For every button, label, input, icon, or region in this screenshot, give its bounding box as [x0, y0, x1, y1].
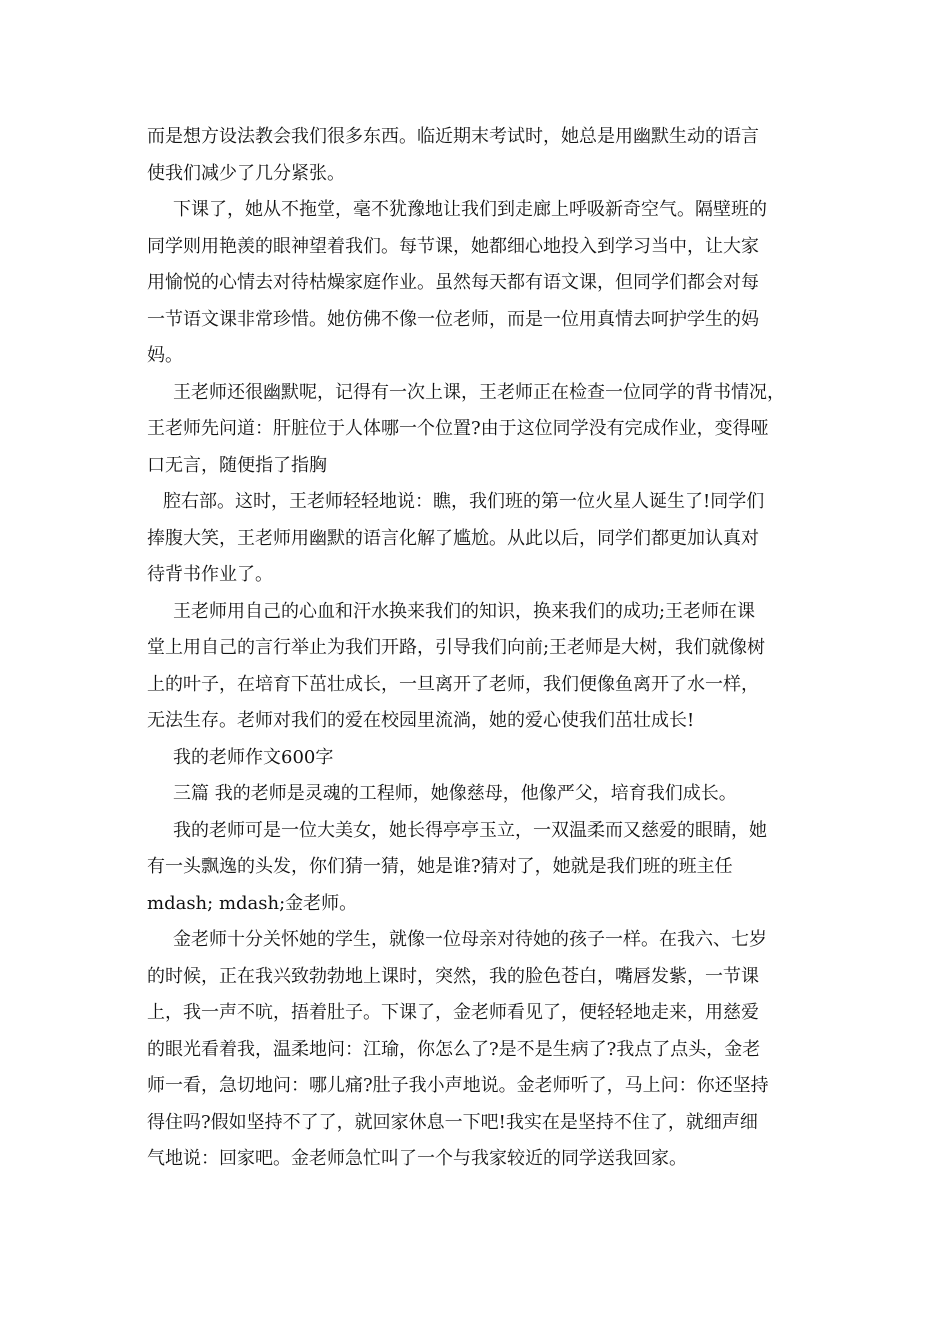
- text-line: 上的叶子，在培育下茁壮成长，一旦离开了老师，我们便像鱼离开了水一样，: [147, 674, 759, 695]
- text-line: 用愉悦的心情去对待枯燥家庭作业。虽然每天都有语文课，但同学们都会对每: [147, 272, 759, 293]
- text-line: 气地说：回家吧。金老师急忙叫了一个与我家较近的同学送我回家。: [147, 1148, 687, 1169]
- text-line: 的时候，正在我兴致勃勃地上课时，突然，我的脸色苍白，嘴唇发紫，一节课: [147, 966, 759, 987]
- text-line: mdash; mdash;金老师。: [147, 893, 358, 914]
- text-line: 同学则用艳羡的眼神望着我们。每节课，她都细心地投入到学习当中，让大家: [147, 236, 759, 257]
- text-line: 妈。: [147, 345, 183, 366]
- text-line: 使我们减少了几分紧张。: [147, 163, 345, 184]
- text-line: 金老师十分关怀她的学生，就像一位母亲对待她的孩子一样。在我六、七岁: [173, 929, 767, 950]
- text-line: 王老师用自己的心血和汗水换来我们的知识，换来我们的成功;王老师在课: [173, 601, 756, 622]
- text-line: 而是想方设法教会我们很多东西。临近期末考试时，她总是用幽默生动的语言: [147, 126, 759, 147]
- text-line: 口无言，随便指了指胸: [147, 455, 327, 476]
- text-line: 下课了，她从不拖堂，毫不犹豫地让我们到走廊上呼吸新奇空气。隔壁班的: [173, 199, 767, 220]
- text-line: 堂上用自己的言行举止为我们开路，引导我们向前;王老师是大树，我们就像树: [147, 637, 766, 658]
- text-line: 有一头飘逸的头发，你们猜一猜，她是谁?猜对了，她就是我们班的班主任: [147, 856, 733, 877]
- text-line: 王老师还很幽默呢，记得有一次上课，王老师正在检查一位同学的背书情况，: [173, 382, 785, 403]
- text-line: 待背书作业了。: [147, 564, 273, 585]
- text-line: 无法生存。老师对我们的爱在校园里流淌，她的爱心使我们茁壮成长!: [147, 710, 695, 731]
- text-line: 得住吗?假如坚持不了了，就回家休息一下吧!我实在是坚持不住了，就细声细: [147, 1112, 758, 1133]
- text-line: 一节语文课非常珍惜。她仿佛不像一位老师，而是一位用真情去呵护学生的妈: [147, 309, 759, 330]
- text-line: 三篇 我的老师是灵魂的工程师，她像慈母，他像严父，培育我们成长。: [173, 783, 737, 804]
- section-heading: 我的老师作文600字: [173, 747, 334, 768]
- text-line: 我的老师可是一位大美女，她长得亭亭玉立，一双温柔而又慈爱的眼睛，她: [173, 820, 767, 841]
- text-line: 王老师先问道：肝脏位于人体哪一个位置?由于这位同学没有完成作业，变得哑: [147, 418, 769, 439]
- text-line: 捧腹大笑，王老师用幽默的语言化解了尴尬。从此以后，同学们都更加认真对: [147, 528, 759, 549]
- text-line: 的眼光看着我，温柔地问：江瑜，你怎么了?是不是生病了?我点了点头，金老: [147, 1039, 761, 1060]
- text-line: 师一看，急切地问：哪儿痛?肚子我小声地说。金老师听了，马上问：你还坚持: [147, 1075, 769, 1096]
- text-line: 上，我一声不吭，捂着肚子。下课了，金老师看见了，便轻轻地走来，用慈爱: [147, 1002, 759, 1023]
- text-line: 腔右部。这时，王老师轻轻地说：瞧，我们班的第一位火星人诞生了!同学们: [163, 491, 765, 512]
